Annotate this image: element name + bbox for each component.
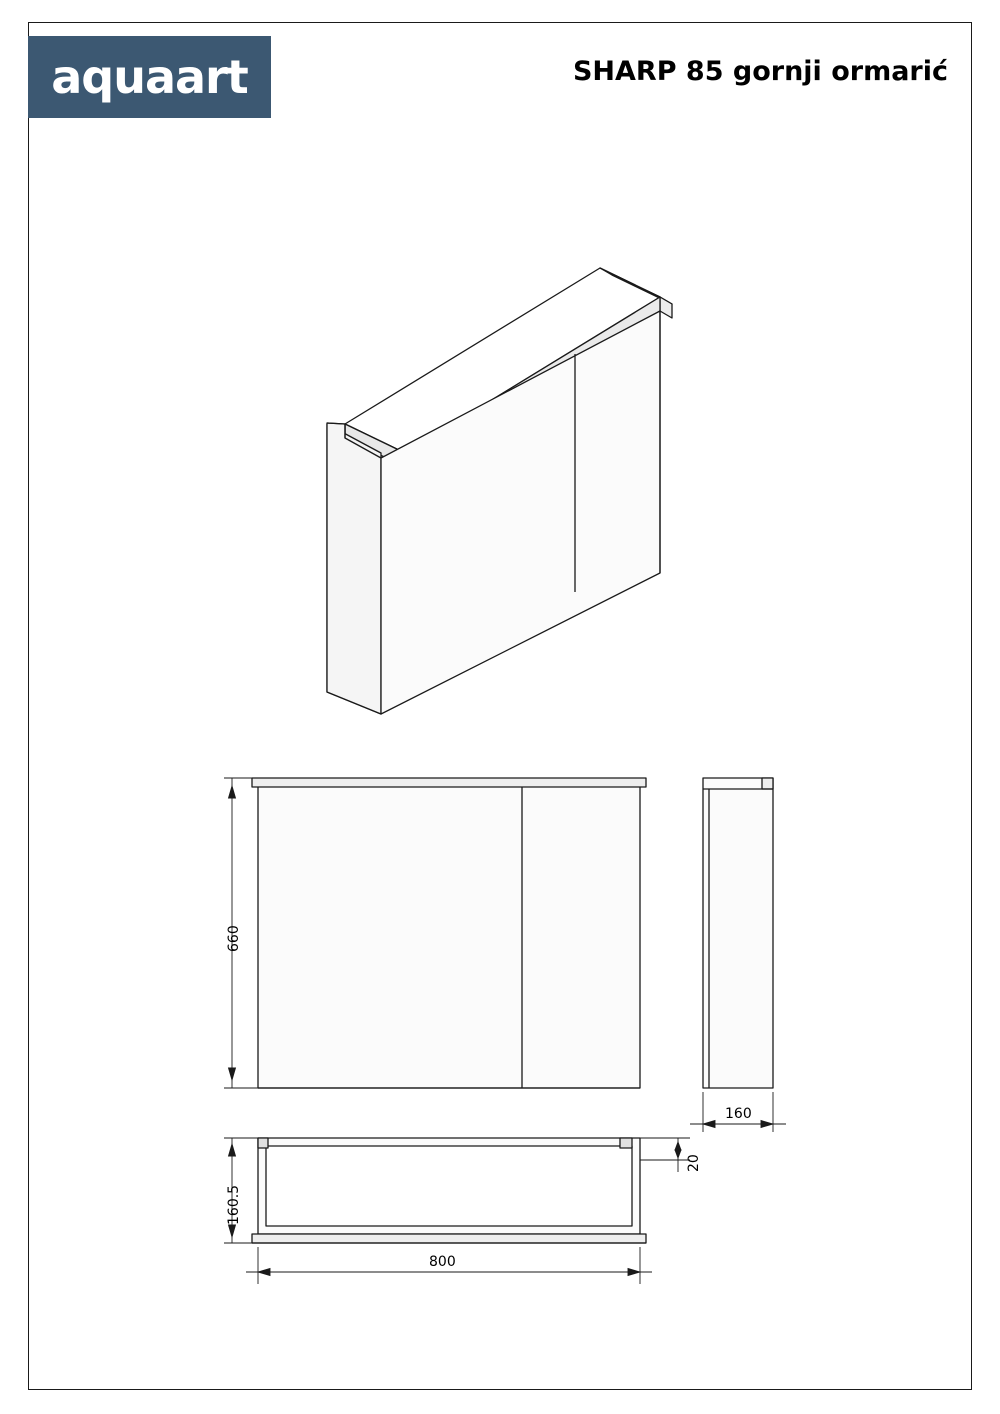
- dimension-top-height: 160.5: [226, 1184, 242, 1225]
- dimension-width: 800: [429, 1254, 456, 1270]
- sheet-border: [28, 22, 972, 1390]
- brand-logo: [28, 36, 271, 118]
- page-title: SHARP 85 gornji ormarić: [572, 56, 948, 87]
- dimension-top-lip: 20: [686, 1154, 702, 1172]
- dimension-depth: 160: [725, 1106, 752, 1122]
- brand-logo-text: aquaart: [51, 50, 248, 104]
- dimension-height: 660: [226, 925, 242, 952]
